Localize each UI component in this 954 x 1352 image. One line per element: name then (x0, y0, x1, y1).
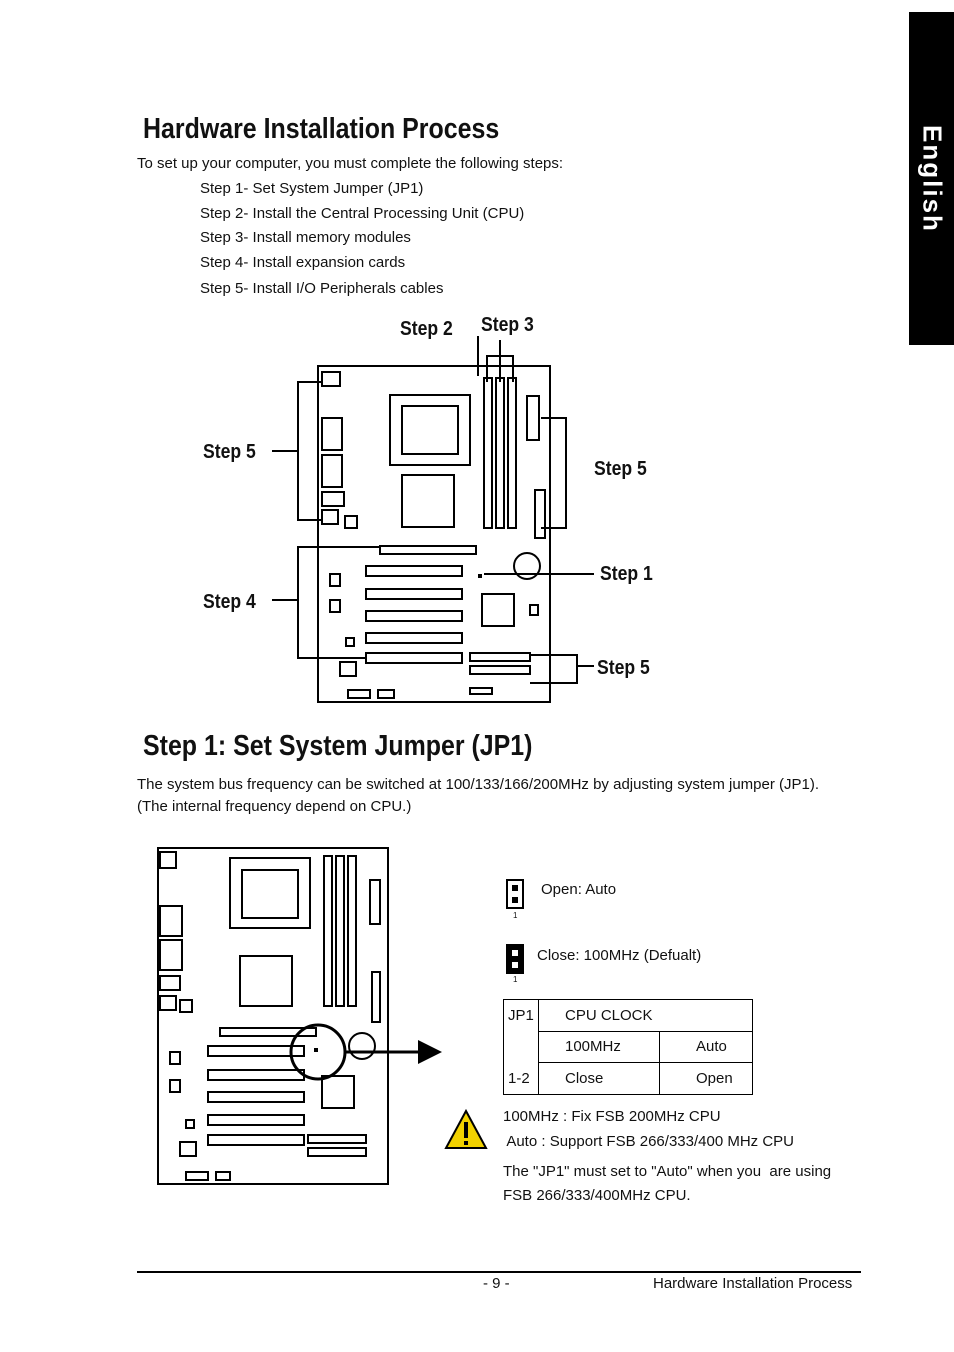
jumper-closed-pin-label: 1 (513, 975, 518, 984)
table-header-jp1: JP1 (504, 1000, 539, 1032)
step-list-item-5: Step 5- Install I/O Peripherals cables (200, 280, 444, 297)
language-tab-label: English (917, 124, 947, 233)
section-title-set-jumper: Step 1: Set System Jumper (JP1) (143, 730, 533, 762)
jumper-open-icon (505, 878, 527, 914)
callout-step5-bottom: Step 5 (597, 657, 650, 679)
note-line-4: FSB 266/333/400MHz CPU. (503, 1187, 691, 1204)
intro-text: To set up your computer, you must complete the following steps: (137, 155, 564, 172)
step-list-item-4: Step 4- Install expansion cards (200, 254, 406, 271)
jp1-location-diagram (0, 830, 954, 1210)
jumper-open-pin-label: 1 (513, 911, 518, 920)
note-line-1: 100MHz : Fix FSB 200MHz CPU (503, 1108, 721, 1125)
callout-step4: Step 4 (203, 591, 256, 613)
step-list-item-1: Step 1- Set System Jumper (JP1) (200, 180, 424, 197)
footer-section-name: Hardware Installation Process (653, 1275, 853, 1292)
table-cell-pins: 1-2 (504, 1063, 539, 1095)
table-subheader-100mhz: 100MHz (539, 1031, 660, 1063)
note-line-3: The "JP1" must set to "Auto" when you are using (503, 1163, 832, 1180)
callout-step1: Step 1 (600, 563, 653, 585)
table-cell-empty (504, 1031, 539, 1063)
table-header-cpu-clock: CPU CLOCK (539, 1000, 753, 1032)
note-line-2: Auto : Support FSB 266/333/400 MHz CPU (503, 1133, 794, 1150)
jumper-open-label: Open: Auto (541, 881, 617, 898)
jumper-description-note: (The internal frequency depend on CPU.) (137, 798, 412, 815)
section-title-hardware-installation: Hardware Installation Process (143, 113, 500, 145)
jp1-settings-table (503, 999, 753, 1095)
jumper-closed-icon (505, 943, 527, 979)
step-list-item-3: Step 3- Install memory modules (200, 229, 411, 246)
callout-step5-left: Step 5 (203, 441, 256, 463)
callout-step3: Step 3 (481, 314, 534, 336)
jumper-closed-label: Close: 100MHz (Defualt) (537, 947, 702, 964)
callout-step5-right: Step 5 (594, 458, 647, 480)
table-cell-close: Close (539, 1063, 660, 1095)
jumper-description: The system bus frequency can be switched at 100/133/166/200MHz by adjusting system jumper (JP1). (137, 776, 820, 793)
page-number: - 9 - (483, 1275, 510, 1292)
table-cell-open: Open (660, 1063, 753, 1095)
step-list-item-2: Step 2- Install the Central Processing Unit (CPU) (200, 205, 525, 222)
callout-step2: Step 2 (400, 318, 453, 340)
footer-rule (137, 1271, 861, 1273)
table-subheader-auto: Auto (660, 1031, 753, 1063)
warning-icon (444, 1108, 488, 1152)
